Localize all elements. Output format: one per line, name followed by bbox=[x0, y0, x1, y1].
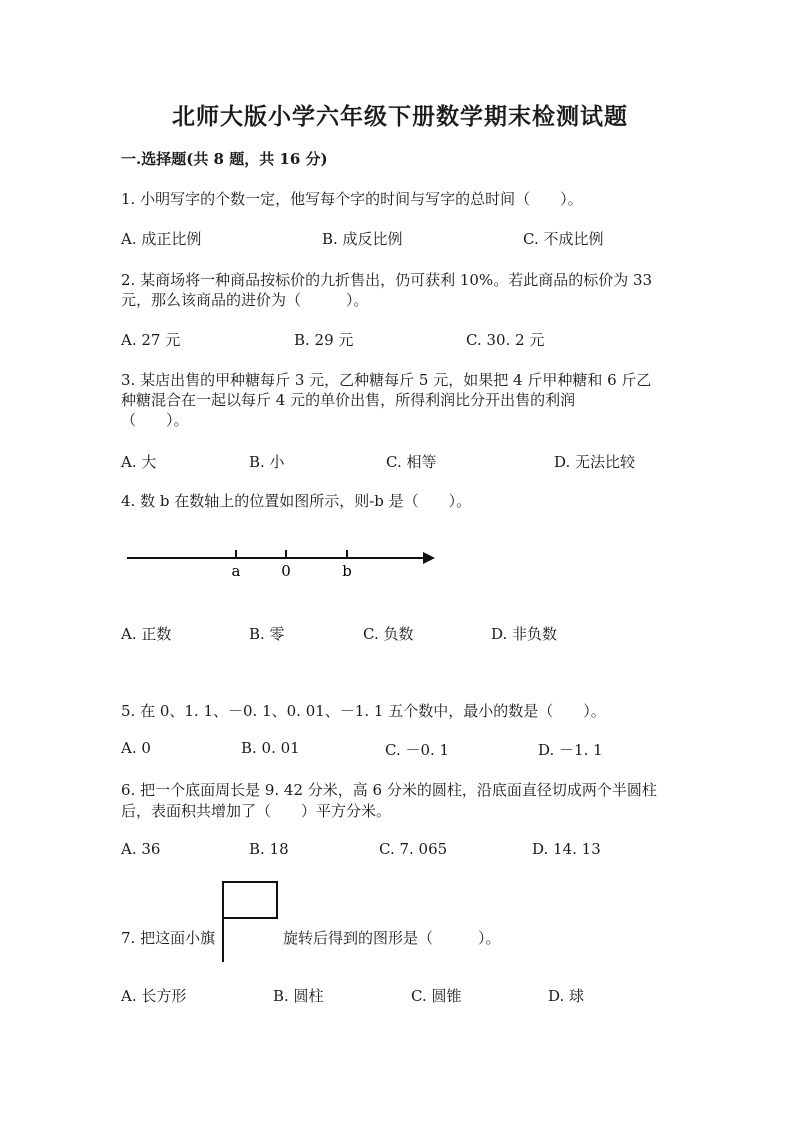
q7-option-c: C. 圆锥 bbox=[411, 987, 462, 1005]
question-1-text: 1. 小明写字的个数一定，他写每个字的时间与写字的总时间（ ）。 bbox=[121, 190, 583, 208]
question-7-text-suffix: 旋转后得到的图形是（ ）。 bbox=[283, 929, 501, 947]
flag-figure bbox=[218, 880, 280, 964]
q5-option-a: A. 0 bbox=[121, 739, 151, 757]
axis-label-b: b bbox=[342, 562, 352, 580]
page-title: 北师大版小学六年级下册数学期末检测试题 bbox=[172, 103, 628, 130]
q5-option-c: C. －0. 1 bbox=[385, 741, 450, 759]
q2-option-a: A. 27 元 bbox=[121, 331, 181, 349]
q4-option-d: D. 非负数 bbox=[491, 625, 558, 643]
question-3-text-line3: （ ）。 bbox=[121, 411, 189, 429]
q3-option-d: D. 无法比较 bbox=[554, 453, 636, 471]
question-6-text-line2: 后，表面积共增加了（ ）平方分米。 bbox=[121, 802, 392, 820]
q2-option-b: B. 29 元 bbox=[294, 331, 354, 349]
number-line-arrow bbox=[423, 552, 435, 564]
q7-option-d: D. 球 bbox=[548, 987, 585, 1005]
question-3-text-line1: 3. 某店出售的甲种糖每斤 3 元，乙种糖每斤 5 元，如果把 4 斤甲种糖和 6 斤乙 bbox=[121, 371, 652, 389]
q4-option-c: C. 负数 bbox=[363, 625, 414, 643]
q5-option-b: B. 0. 01 bbox=[241, 739, 300, 757]
q4-option-a: A. 正数 bbox=[121, 625, 172, 643]
flag-rectangle bbox=[223, 882, 277, 918]
number-line-figure bbox=[125, 545, 445, 585]
q6-option-b: B. 18 bbox=[249, 840, 289, 858]
q3-option-c: C. 相等 bbox=[386, 453, 437, 471]
question-3-text-line2: 种糖混合在一起以每斤 4 元的单价出售，所得利润比分开出售的利润 bbox=[121, 391, 576, 409]
question-2-text-line2: 元，那么该商品的进价为（ ）。 bbox=[121, 291, 369, 309]
q7-option-b: B. 圆柱 bbox=[273, 987, 324, 1005]
question-4-text: 4. 数 b 在数轴上的位置如图所示，则-b 是（ ）。 bbox=[121, 492, 472, 510]
q6-option-a: A. 36 bbox=[121, 840, 161, 858]
q1-option-c: C. 不成比例 bbox=[523, 230, 604, 248]
axis-label-zero: 0 bbox=[281, 562, 291, 580]
q6-option-c: C. 7. 065 bbox=[379, 840, 448, 858]
question-7-text-prefix: 7. 把这面小旗 bbox=[121, 929, 216, 947]
q1-option-a: A. 成正比例 bbox=[121, 230, 202, 248]
q1-option-b: B. 成反比例 bbox=[322, 230, 403, 248]
q3-option-a: A. 大 bbox=[121, 453, 157, 471]
question-6-text-line1: 6. 把一个底面周长是 9. 42 分米，高 6 分米的圆柱，沿底面直径切成两个半圆柱 bbox=[121, 781, 657, 799]
section-heading: 一.选择题(共 8 题，共 16 分) bbox=[121, 150, 328, 168]
q7-option-a: A. 长方形 bbox=[121, 987, 187, 1005]
axis-label-a: a bbox=[231, 562, 241, 580]
q5-option-d: D. －1. 1 bbox=[538, 741, 603, 759]
q4-option-b: B. 零 bbox=[249, 625, 285, 643]
q3-option-b: B. 小 bbox=[249, 453, 285, 471]
q2-option-c: C. 30. 2 元 bbox=[466, 331, 545, 349]
q6-option-d: D. 14. 13 bbox=[532, 840, 601, 858]
question-5-text: 5. 在 0、1. 1、－0. 1、0. 01、－1. 1 五个数中，最小的数是（ ）。 bbox=[121, 702, 606, 720]
question-2-text-line1: 2. 某商场将一种商品按标价的九折售出，仍可获利 10%。若此商品的标价为 33 bbox=[121, 271, 653, 289]
